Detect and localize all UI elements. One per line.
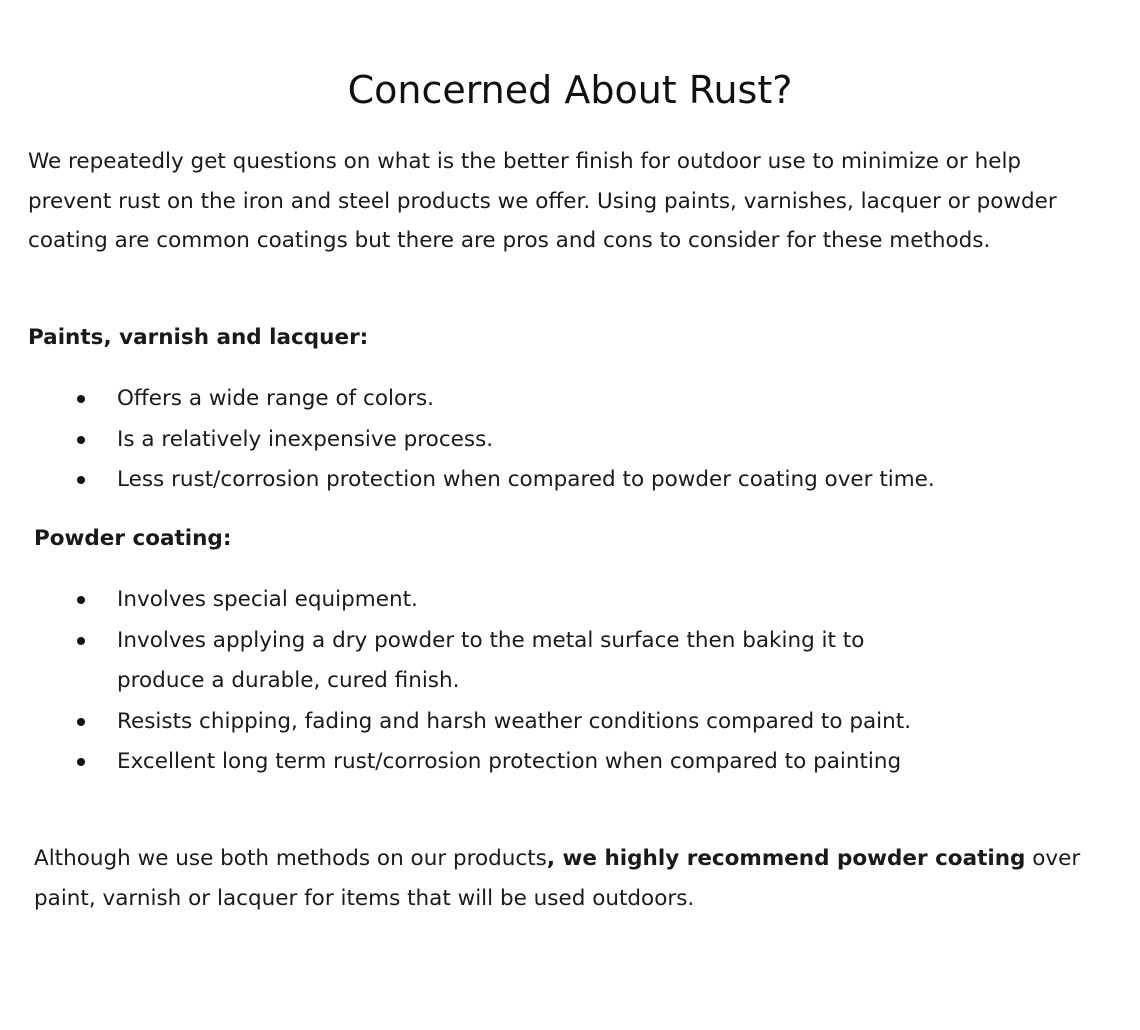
closing-paragraph: [34, 839, 1114, 919]
bullet-icon: [77, 637, 85, 645]
list-item-text: Involves special equipment.: [117, 587, 418, 612]
bullet-icon: [77, 596, 85, 604]
list-item-text: Offers a wide range of colors.: [117, 386, 434, 411]
bullet-icon: [77, 476, 85, 484]
list-item: [0, 742, 1017, 783]
intro-paragraph: We repeatedly get questions on what is the better finish for outdoor use to minimize or help prevent rust on the iron and steel products we offer. Using paints, varnishes, lacquer or powder coating are common coatings but there are pros and cons to consider for these methods.: [28, 149, 1057, 253]
list-item: [0, 420, 1077, 461]
list-item: [0, 702, 1017, 743]
list-item-text: Resists chipping, fading and harsh weather conditions compared to paint.: [117, 708, 912, 734]
closing-text-end: over paint, varnish or lacquer for items that will be used outdoors.: [34, 846, 1081, 911]
list-item: [0, 379, 1077, 420]
closing-text-start: Although we use both methods on our products: [34, 846, 547, 871]
bullet-list-paints: [0, 379, 1140, 501]
section-heading-powder: Powder coating:: [34, 526, 232, 551]
list-item-text: Less rust/corrosion protection when compared to powder coating over time.: [117, 467, 935, 492]
list-item-text: Excellent long term rust/corrosion protection when compared to painting: [117, 749, 902, 774]
list-item: [0, 580, 1017, 621]
list-item: [0, 460, 1077, 501]
bullet-icon: [77, 436, 85, 444]
bullet-list-powder: [0, 580, 1140, 783]
section-heading-paints: Paints, varnish and lacquer:: [28, 325, 369, 350]
bullet-icon: [77, 758, 85, 766]
page-title: Concerned About Rust?: [347, 68, 793, 112]
list-item: [0, 621, 937, 702]
list-item-text: Is a relatively inexpensive process.: [117, 426, 494, 452]
bullet-icon: [77, 395, 85, 403]
list-item-text: Involves applying a dry powder to the metal surface then baking it to produce a durable, cured finish.: [117, 627, 865, 693]
bullet-icon: [77, 718, 85, 726]
closing-recommendation: , we highly recommend powder coating: [546, 846, 1026, 871]
